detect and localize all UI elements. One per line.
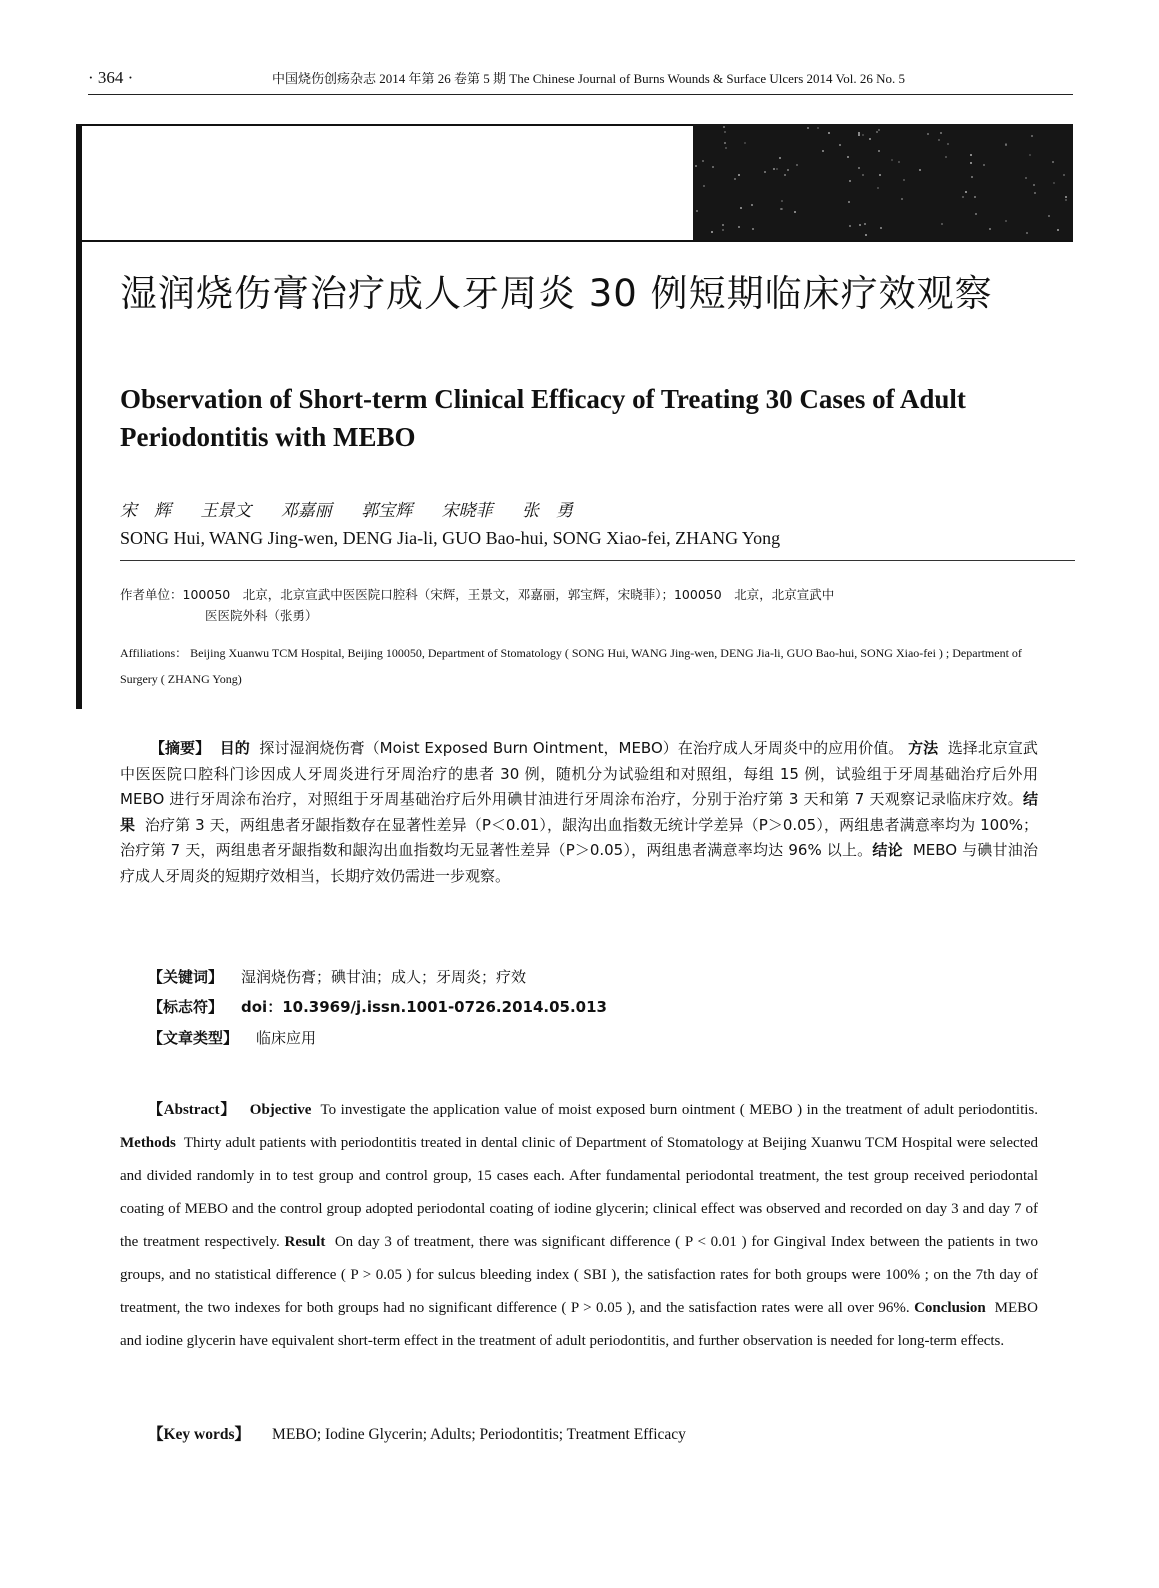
texture-speck [858, 134, 860, 136]
texture-speck [751, 204, 753, 206]
affiliation-en-text: Beijing Xuanwu TCM Hospital, Beijing 100050, Department of Stomatology ( SONG Hui, WANG Jing-wen, DENG Jia-li, GUO Bao-hui, SONG Xiao-fei ) ; Department of Surgery ( ZHANG Yong) [120, 646, 1022, 686]
objective-zh: 探讨湿润烧伤膏（Moist Exposed Burn Ointment，MEBO）在治疗成人牙周炎中的应用价值。 [259, 739, 904, 757]
texture-speck [983, 164, 985, 166]
texture-speck [1053, 182, 1055, 184]
texture-speck [1057, 229, 1059, 231]
authors-english: SONG Hui, WANG Jing-wen, DENG Jia-li, GUO Bao-hui, SONG Xiao-fei, ZHANG Yong [120, 528, 781, 548]
frame-bottom-rule [76, 240, 1073, 242]
texture-speck [862, 134, 864, 136]
texture-speck [817, 127, 819, 129]
texture-speck [891, 159, 893, 161]
header-rule [88, 94, 1073, 95]
author-zh: 张 勇 [522, 501, 574, 521]
texture-speck [828, 132, 830, 134]
texture-speck [862, 174, 864, 176]
decorative-dark-block [693, 124, 1073, 242]
texture-speck [1031, 135, 1033, 137]
texture-speck [970, 154, 972, 156]
texture-speck [879, 174, 881, 176]
results-en: On day 3 of treatment, there was significant difference ( P < 0.01 ) for Gingival Index between the patients in two groups, and no statistical difference ( P > 0.05 ) for sulcus bleeding index ( SBI ), the satisfaction rates for both groups were 100% ; on the 7th day of treatment, the two indexes for both groups had no significant difference ( P > 0.05 ), and the satisfaction rates were all over 96%. [120, 1234, 1038, 1316]
texture-speck [1029, 154, 1031, 156]
doi-label: 【标志符】 [148, 998, 224, 1016]
texture-speck [965, 191, 967, 193]
texture-speck [702, 160, 704, 162]
texture-speck [947, 143, 949, 145]
texture-speck [847, 156, 849, 158]
texture-speck [722, 224, 724, 226]
texture-speck [859, 224, 861, 226]
abstract-chinese [120, 736, 1038, 889]
texture-speck [1034, 192, 1036, 194]
texture-speck [878, 150, 880, 152]
affiliation-zh-line2: 医医院外科（张勇） [205, 608, 318, 623]
texture-speck [919, 169, 921, 171]
texture-speck [848, 201, 850, 203]
texture-speck [822, 150, 824, 152]
texture-speck [764, 171, 766, 173]
affiliation-zh-label: 作者单位： [120, 587, 183, 602]
texture-speck [695, 165, 697, 167]
texture-speck [858, 132, 860, 134]
english-title: Observation of Short-term Clinical Efficacy of Treating 30 Cases of Adult Periodontitis with MEBO [120, 384, 966, 452]
article-type-label: 【文章类型】 [148, 1029, 239, 1047]
objective-en: To investigate the application value of moist exposed burn ointment ( MEBO ) in the treatment of adult periodontitis. [320, 1102, 1038, 1118]
texture-speck [1026, 232, 1028, 234]
texture-speck [989, 228, 991, 230]
texture-speck [781, 200, 783, 202]
texture-speck [724, 142, 726, 144]
page-number: · 364 · [88, 68, 134, 87]
texture-speck [703, 185, 705, 187]
texture-speck [1005, 220, 1007, 222]
author-zh: 宋 辉 [120, 501, 171, 521]
texture-speck [849, 225, 851, 227]
texture-speck [722, 229, 724, 231]
texture-speck [773, 168, 775, 170]
texture-speck [865, 234, 867, 236]
texture-speck [723, 126, 725, 128]
texture-speck [752, 228, 754, 230]
author-zh: 郭宝辉 [361, 501, 413, 521]
conclusion-zh: MEBO 与碘甘油治疗成人牙周炎的短期疗效相当，长期疗效仍需进一步观察。 [120, 841, 1038, 885]
left-margin-bar [76, 124, 82, 709]
texture-speck [975, 213, 977, 215]
keywords-zh-label: 【关键词】 [148, 968, 224, 986]
article-type-row [148, 1027, 316, 1048]
texture-speck [794, 211, 796, 213]
results-zh: 治疗第 3 天，两组患者牙龈指数存在显著性差异（P＜0.01），龈沟出血指数无统计学差异（P＞0.05），两组患者满意率均为 100%；治疗第 7 天，两组患者牙龈指数和龈沟出血指数均无显著性差异（P＞0.05），两组患者满意率均达 96% 以上。 [120, 815, 1038, 859]
texture-speck [725, 147, 727, 149]
affiliation-en-label: Affiliations： [120, 646, 188, 660]
texture-speck [941, 223, 943, 225]
texture-speck [1005, 144, 1007, 146]
conclusion-en: MEBO and iodine glycerin have equivalent short-term effect in the treatment of adult periodontitis, and further observation is needed for long-term effects. [120, 1300, 1038, 1349]
keywords-en-value: MEBO; Iodine Glycerin; Adults; Periodontitis; Treatment Efficacy [272, 1426, 686, 1443]
methods-zh-label: 方法 [908, 739, 939, 757]
texture-speck [898, 161, 900, 163]
texture-speck [780, 208, 782, 210]
chinese-title: 湿润烧伤膏治疗成人牙周炎 30 例短期临床疗效观察 [120, 272, 993, 315]
texture-speck [1065, 199, 1067, 201]
abstract-zh-label: 【摘要】 [150, 739, 211, 757]
texture-speck [1025, 177, 1027, 179]
keywords-english [148, 1422, 686, 1444]
texture-speck [839, 144, 841, 146]
texture-speck [734, 178, 736, 180]
keywords-en-label: 【Key words】 [148, 1426, 251, 1443]
texture-speck [974, 196, 976, 198]
texture-speck [711, 231, 713, 233]
texture-speck [787, 169, 789, 171]
texture-speck [877, 187, 879, 189]
texture-speck [1052, 161, 1054, 163]
methods-en: Thirty adult patients with periodontitis treated in dental clinic of Department of Stomatology at Beijing Xuanwu TCM Hospital were selected and divided randomly in to test group and control group, 15 cases each. After fundamental periodontal treatment, the test group received periodontal coating of MEBO and the control group adopted periodontal coating of iodine glycerin; clinical effect was observed and recorded on day 3 and day 7 of the treatment respectively. [120, 1135, 1038, 1250]
abstract-en-label: 【Abstract】 [148, 1102, 237, 1118]
texture-speck [1048, 215, 1050, 217]
texture-speck [878, 129, 880, 131]
texture-speck [779, 157, 781, 159]
texture-speck [962, 196, 964, 198]
texture-speck [869, 138, 871, 140]
texture-speck [796, 164, 798, 166]
running-head: 中国烧伤创疡杂志 2014 年第 26 卷第 5 期 The Chinese Journal of Burns Wounds & Surface Ulcers 2014 Vol. 26 No. 5 [272, 71, 906, 86]
abstract-english [120, 1094, 1038, 1358]
texture-speck [880, 227, 882, 229]
texture-speck [864, 223, 866, 225]
texture-speck [927, 133, 929, 135]
texture-speck [1063, 174, 1065, 176]
texture-speck [849, 180, 851, 182]
conclusion-en-label: Conclusion [914, 1300, 986, 1316]
texture-speck [940, 132, 942, 134]
texture-speck [712, 166, 714, 168]
doi-value: doi：10.3969/j.issn.1001-0726.2014.05.013 [241, 998, 607, 1016]
texture-speck [776, 168, 778, 170]
authors-rule [120, 560, 1075, 561]
keywords-chinese [148, 966, 526, 987]
author-zh: 宋晓菲 [441, 501, 493, 521]
texture-speck [744, 142, 746, 144]
keywords-zh-value: 湿润烧伤膏；碘甘油；成人；牙周炎；疗效 [241, 968, 527, 986]
texture-speck [738, 174, 740, 176]
texture-speck [903, 179, 905, 181]
texture-speck [970, 162, 972, 164]
texture-speck [971, 176, 973, 178]
texture-speck [740, 207, 742, 209]
author-zh: 王景文 [200, 501, 252, 521]
article-type-value: 临床应用 [256, 1029, 317, 1047]
results-en-label: Result [284, 1234, 326, 1250]
texture-speck [945, 156, 947, 158]
texture-speck [696, 210, 698, 212]
affiliation-english [120, 640, 1040, 692]
texture-speck [807, 127, 809, 129]
affiliation-chinese [120, 584, 1040, 606]
authors-chinese [120, 496, 597, 521]
author-zh: 邓嘉丽 [280, 501, 332, 521]
texture-speck [1065, 196, 1067, 198]
texture-speck [938, 139, 940, 141]
affiliation-zh-line1: 100050 北京，北京宣武中医医院口腔科（宋辉，王景文，邓嘉丽，郭宝辉，宋晓菲）；100050 北京，北京宣武中 [182, 587, 835, 602]
texture-speck [724, 131, 726, 133]
texture-speck [876, 131, 878, 133]
texture-speck [1033, 184, 1035, 186]
objective-en-label: Objective [249, 1102, 312, 1118]
texture-speck [738, 226, 740, 228]
methods-zh: 选择北京宣武中医医院口腔科门诊因成人牙周炎进行牙周治疗的患者 30 例，随机分为试验组和对照组，每组 15 例，试验组于牙周基础治疗后外用 MEBO 进行牙周涂布治疗，对照组于牙周基础治疗后外用碘甘油进行牙周涂布治疗，分别于治疗第 3 天和第 7 天观察记录临床疗效。 [120, 739, 1038, 808]
texture-speck [858, 167, 860, 169]
texture-speck [901, 198, 903, 200]
methods-en-label: Methods [120, 1135, 176, 1151]
doi-row [148, 996, 607, 1017]
texture-speck [784, 174, 786, 176]
conclusion-zh-label: 结论 [872, 841, 903, 859]
results-zh-label: 结果 [120, 790, 1038, 834]
objective-zh-label: 目的 [219, 739, 250, 757]
